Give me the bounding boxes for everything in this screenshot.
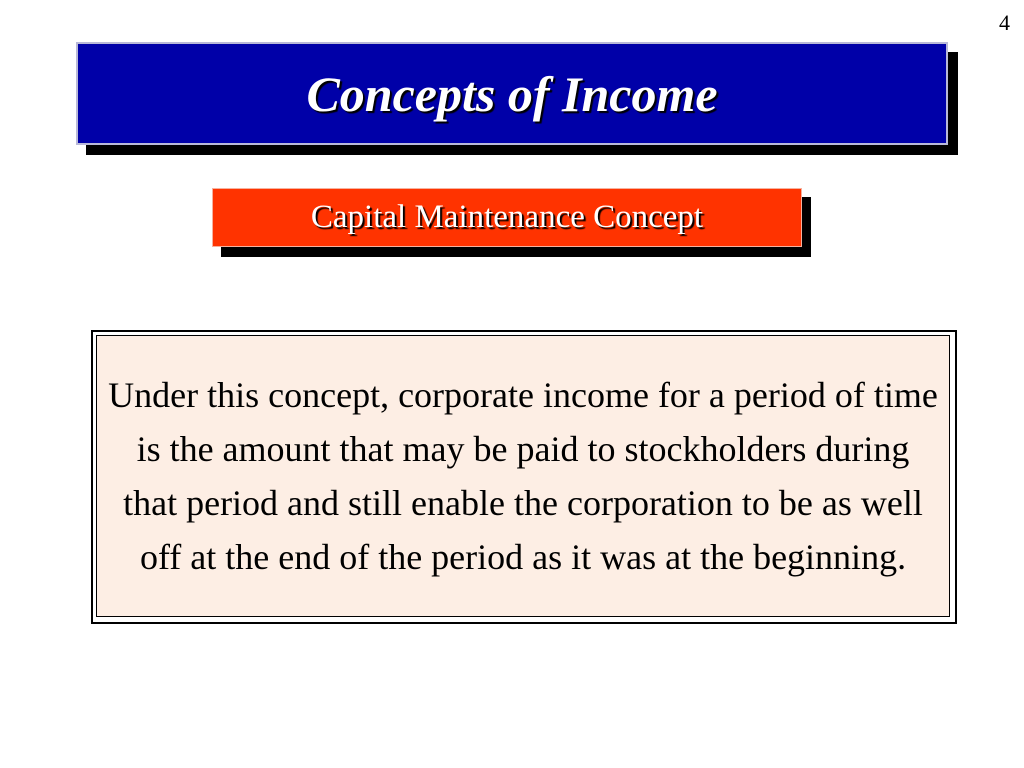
slide-title: Concepts of Income	[306, 65, 718, 122]
definition-text: Under this concept, corporate income for a period of time is the amount that may be paid to stockholders during that period and still enable the corporation to be as well off at the end of the period as it was at the beginning.	[108, 375, 938, 577]
slide-subtitle: Capital Maintenance Concept	[310, 199, 704, 235]
subtitle-banner	[212, 188, 802, 247]
page-number: 4	[999, 10, 1010, 35]
title-banner	[76, 42, 948, 145]
definition-box	[96, 335, 950, 617]
